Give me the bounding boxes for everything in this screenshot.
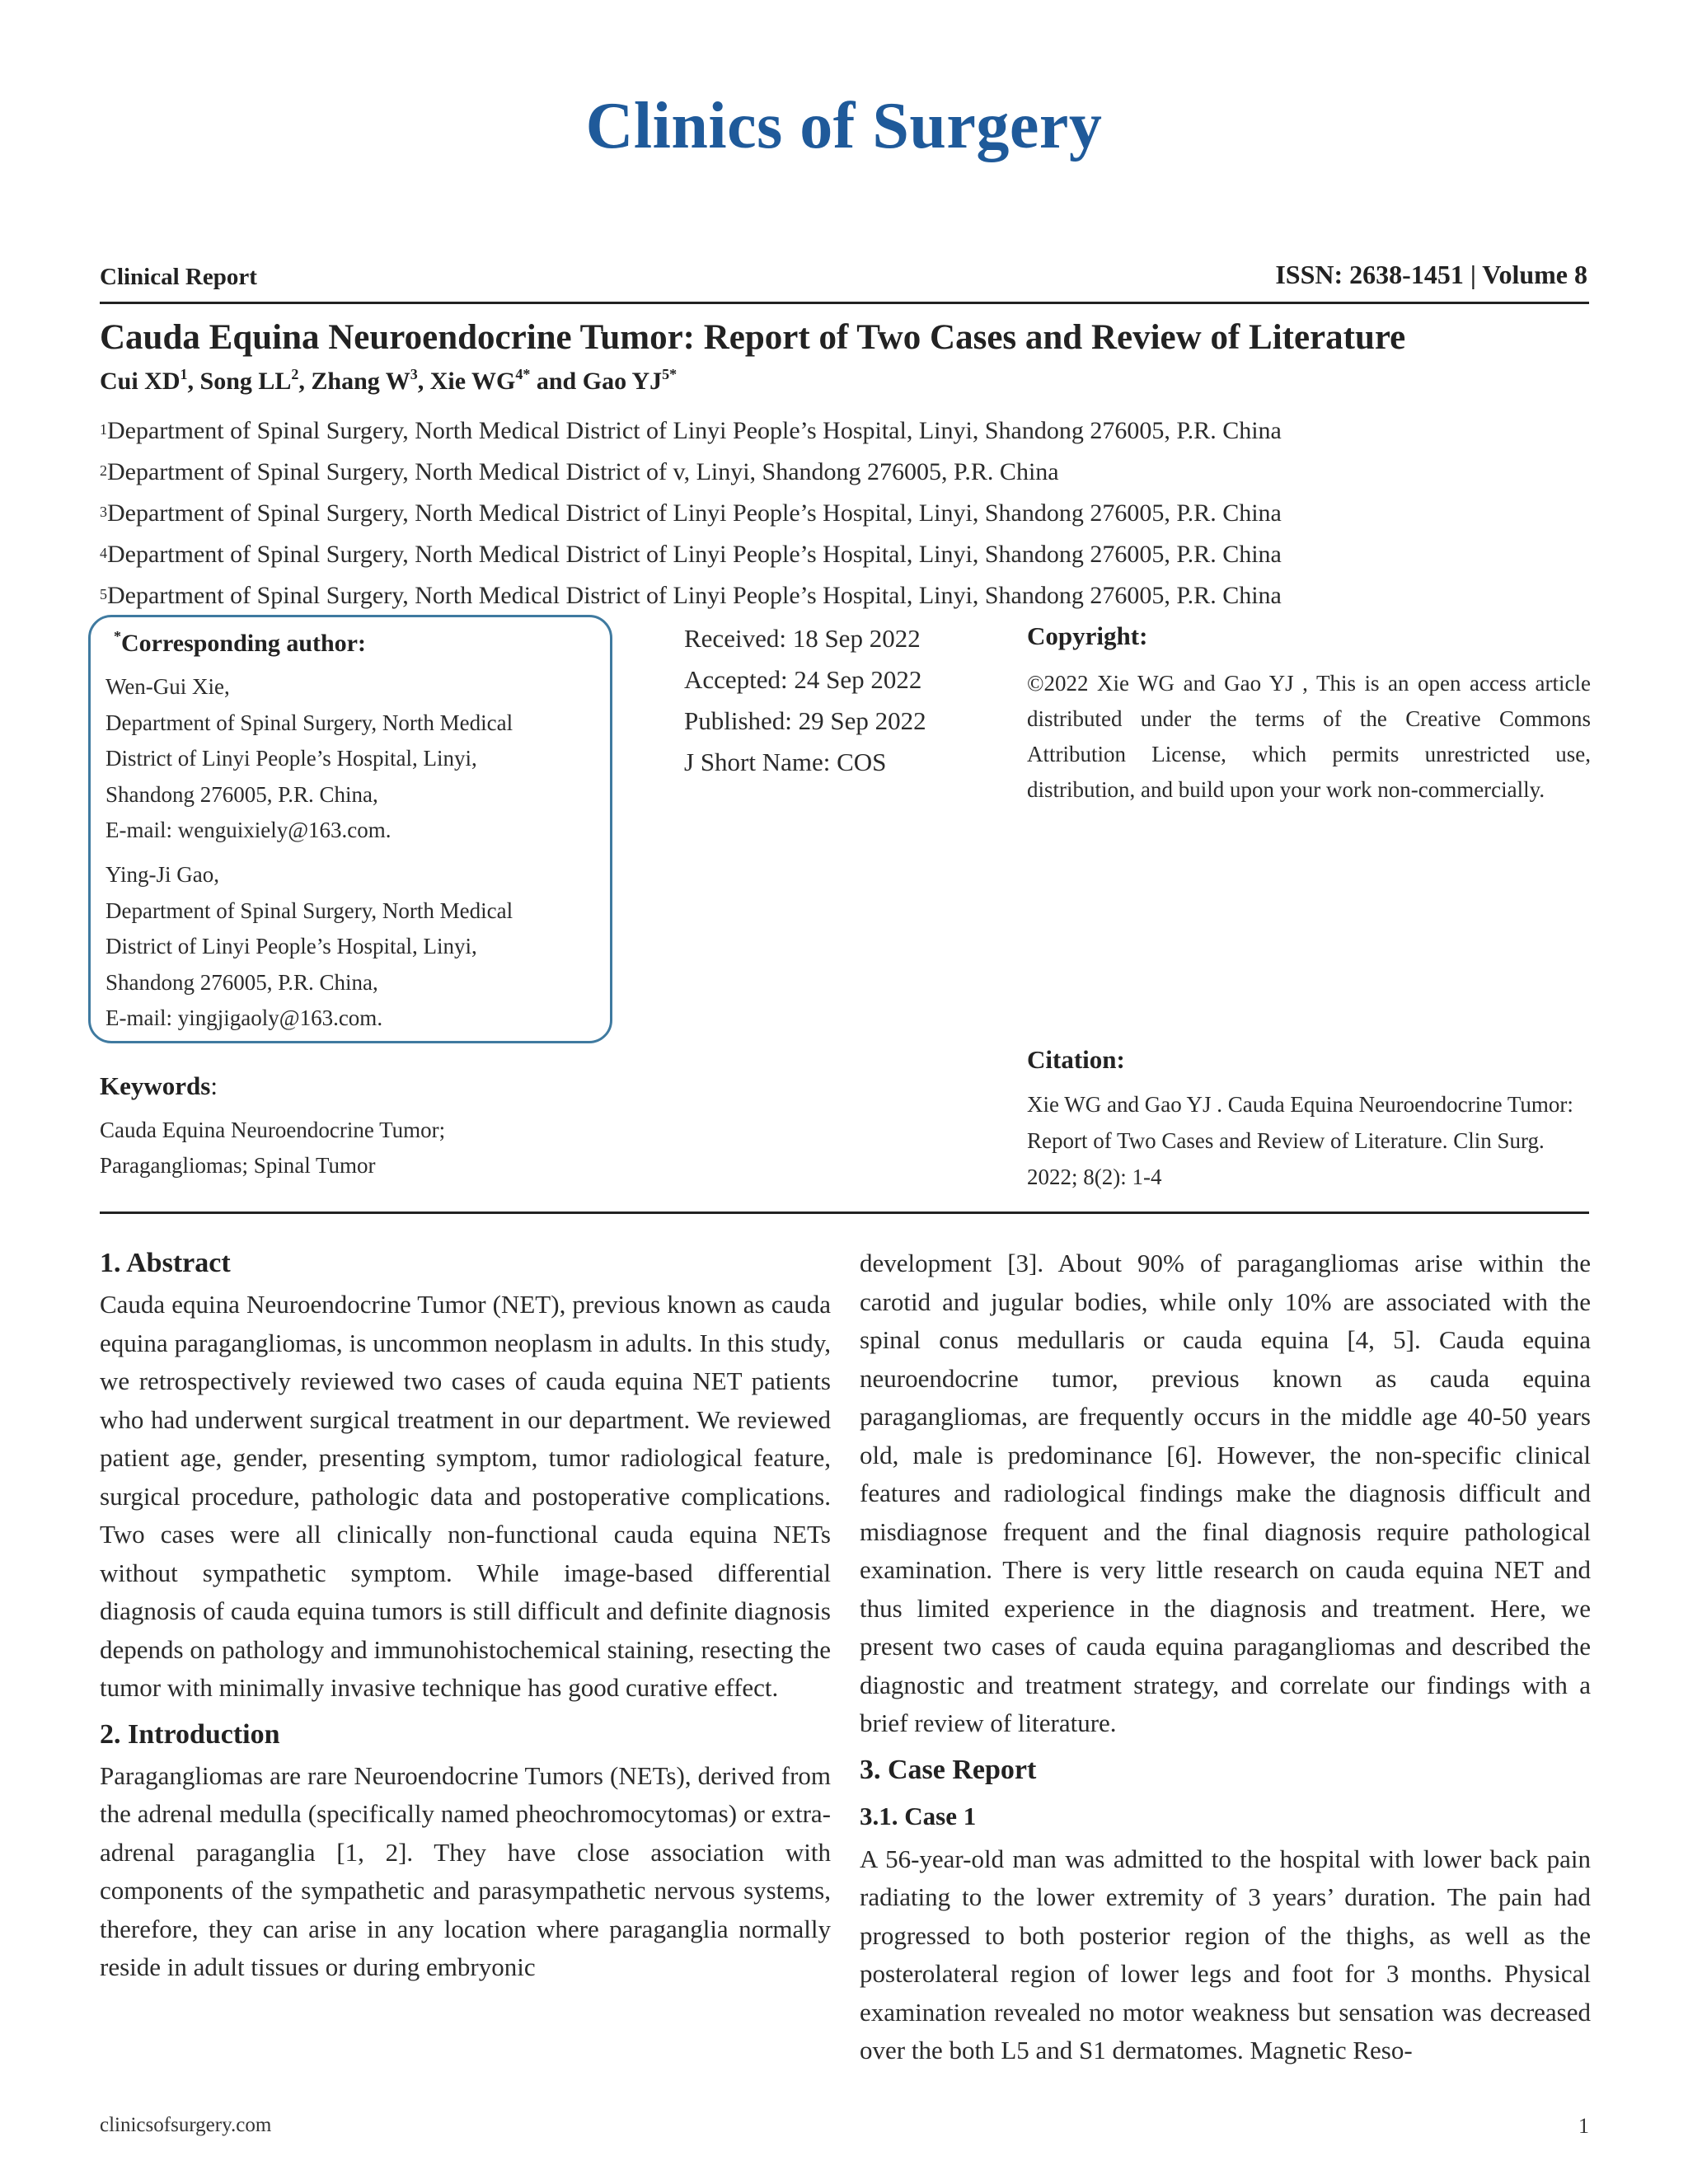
- author-affiliation-mark: 1: [180, 366, 188, 382]
- author-address-line: Department of Spinal Surgery, North Medical: [106, 898, 513, 923]
- keywords-heading: [100, 1071, 218, 1101]
- author-address-line: Department of Spinal Surgery, North Medical: [106, 710, 513, 735]
- publication-dates: [684, 618, 926, 783]
- header-divider: [100, 302, 1589, 304]
- copyright-heading: Copyright:: [1027, 621, 1148, 650]
- case-report-heading: 3. Case Report: [860, 1754, 1037, 1785]
- author-address-line: District of Linyi People’s Hospital, Linyi,: [106, 746, 477, 771]
- author-address-line: Shandong 276005, P.R. China,: [106, 781, 378, 807]
- case-1-heading: 3.1. Case 1: [860, 1801, 977, 1830]
- author-address-line: District of Linyi People’s Hospital, Linyi,: [106, 934, 477, 958]
- author-affiliation-mark: 2: [291, 366, 299, 382]
- affiliation-item: [100, 493, 1282, 534]
- affiliation-text: Department of Spinal Surgery, North Medical District of Linyi People’s Hospital, Linyi, Shandong 276005, P.R. China: [107, 582, 1282, 609]
- journal-title: Clinics of Surgery: [585, 90, 1103, 162]
- copyright-text: ©2022 Xie WG and Gao YJ , This is an open access article distributed under the terms of the Creative Commons Attribution License, which permits unrestricted use, distribution, and build upon your work non-commercially.: [1027, 671, 1591, 802]
- corresponding-author-heading: [114, 630, 366, 658]
- front-matter-divider: [100, 1212, 1589, 1214]
- author-address-line: Shandong 276005, P.R. China,: [106, 969, 378, 995]
- affiliation-text: Department of Spinal Surgery, North Medical District of Linyi People’s Hospital, Linyi, Shandong 276005, P.R. China: [107, 541, 1282, 568]
- issn-volume: ISSN: 2638-1451 | Volume 8: [1275, 260, 1587, 289]
- author-list: [100, 368, 677, 396]
- author-name: Xie WG: [429, 368, 516, 395]
- case-1-text: A 56-year-old man was admitted to the hospital with lower back pain radiating to the lower extremity of 3 years’ duration. The pain had progressed to both posterior region of the thighs, as well as the posterolateral region of lower legs and foot for 3 months. Physical examination revealed no motor weakness but sensation was decreased over the both L5 and S1 dermatomes. Magnetic Reso-: [860, 1844, 1591, 2064]
- citation-heading: Citation:: [1027, 1045, 1125, 1074]
- keywords-line: Cauda Equina Neuroendocrine Tumor;: [100, 1118, 446, 1142]
- affiliation-number: 2: [100, 462, 107, 479]
- author-affiliation-mark: 5*: [662, 366, 678, 382]
- author-separator: ,: [298, 368, 312, 395]
- author-separator: ,: [417, 368, 430, 395]
- affiliation-item: [100, 452, 1282, 493]
- keywords-list: [100, 1113, 561, 1183]
- corresponding-star: *: [114, 628, 121, 644]
- corresponding-heading-text: Corresponding author:: [121, 630, 366, 657]
- published-date: Published: 29 Sep 2022: [684, 706, 926, 735]
- keywords-label: Keywords: [100, 1071, 211, 1100]
- author-name-line: Ying-Ji Gao,: [106, 862, 219, 887]
- keywords-colon: :: [210, 1071, 218, 1100]
- accepted-date: Accepted: 24 Sep 2022: [684, 665, 922, 694]
- journal-short-name: J Short Name: COS: [684, 748, 887, 776]
- received-date: Received: 18 Sep 2022: [684, 624, 921, 653]
- article-title: Cauda Equina Neuroendocrine Tumor: Report of Two Cases and Review of Literature: [100, 318, 1406, 357]
- author-name: Zhang W: [311, 368, 410, 395]
- affiliation-text: Department of Spinal Surgery, North Medical District of Linyi People’s Hospital, Linyi, Shandong 276005, P.R. China: [107, 417, 1282, 444]
- author-separator: and: [530, 368, 583, 395]
- keywords-line: Paragangliomas; Spinal Tumor: [100, 1153, 376, 1178]
- corresponding-author-1: [106, 669, 513, 849]
- abstract-text: Cauda equina Neuroendocrine Tumor (NET), previous known as cauda equina paragangliomas, is uncommon neoplasm in adults. In this study, we retrospectively reviewed two cases of cauda equina NET patients who had underwent surgical treatment in our department. We reviewed patient age, gender, presenting symptom, tumor radiological feature, surgical procedure, pathologic data and postoperative complications. Two cases were all clinically non-functional cauda equina NETs without sympathetic symptom. While image-based differential diagnosis of cauda equina tumors is still difficult and definite diagnosis depends on pathology and immunohistochemical staining, resecting the tumor with minimally invasive technique has good curative effect.: [100, 1290, 831, 1702]
- author-name-line: Wen-Gui Xie,: [106, 674, 230, 699]
- affiliation-item: [100, 534, 1282, 575]
- author-separator: ,: [187, 368, 200, 395]
- author-affiliation-mark: 4*: [515, 366, 531, 382]
- introduction-text-continued: development [3]. About 90% of paragangliomas arise within the carotid and jugular bodies, while only 10% are associated with the spinal conus medullaris or cauda equina [4, 5]. Cauda equina neuroendocrine tumor, previous known as cauda equina paragangliomas, are frequently occurs in the middle age 40-50 years old, male is predominance [6]. However, the non-specific clinical features and radiological findings make the diagnosis difficult and misdiagnose frequent and the final diagnosis require pathological examination. There is very little research on cauda equina NET and thus limited experience in the diagnosis and treatment. Here, we present two cases of cauda equina paragangliomas and described the diagnostic and treatment strategy, and correlate our findings with a brief review of literature.: [860, 1249, 1591, 1737]
- body-right-column: [860, 1244, 1591, 2079]
- author-affiliation-mark: 3: [410, 366, 418, 382]
- abstract-heading: 1. Abstract: [100, 1248, 231, 1278]
- author-email[interactable]: E-mail: wenguixiely@163.com.: [106, 818, 392, 842]
- affiliation-item: [100, 410, 1282, 452]
- introduction-heading: 2. Introduction: [100, 1718, 280, 1750]
- body-left-column: [100, 1244, 831, 1995]
- affiliation-number: 1: [100, 421, 107, 438]
- citation-text: Xie WG and Gao YJ . Cauda Equina Neuroendocrine Tumor: Report of Two Cases and Review of Literature. Clin Surg. 2022; 8(2): 1-4: [1027, 1092, 1573, 1189]
- affiliation-text: Department of Spinal Surgery, North Medical District of v, Linyi, Shandong 276005, P.R. China: [107, 458, 1059, 485]
- affiliation-list: [100, 410, 1282, 616]
- affiliation-number: 4: [100, 545, 107, 561]
- page-number: 1: [1578, 2114, 1589, 2138]
- footer-website[interactable]: clinicsofsurgery.com: [100, 2114, 272, 2136]
- introduction-text: Paragangliomas are rare Neuroendocrine Tumors (NETs), derived from the adrenal medulla (specifically named pheochromocytomas) or extra-adrenal paraganglia [1, 2]. They have close association with components of the sympathetic and parasympathetic nervous systems, therefore, they can arise in any location where paraganglia normally reside in adult tissues or during embryonic: [100, 1760, 831, 1981]
- affiliation-text: Department of Spinal Surgery, North Medical District of Linyi People’s Hospital, Linyi, Shandong 276005, P.R. China: [107, 499, 1282, 527]
- affiliation-item: [100, 575, 1282, 616]
- author-name: Gao YJ: [582, 368, 663, 395]
- affiliation-number: 5: [100, 586, 107, 602]
- author-email[interactable]: E-mail: yingjigaoly@163.com.: [106, 1005, 383, 1030]
- author-name: Song LL: [199, 368, 292, 395]
- author-name: Cui XD: [100, 368, 181, 395]
- corresponding-author-2: [106, 857, 513, 1037]
- article-type: Clinical Report: [100, 264, 257, 290]
- affiliation-number: 3: [100, 504, 107, 520]
